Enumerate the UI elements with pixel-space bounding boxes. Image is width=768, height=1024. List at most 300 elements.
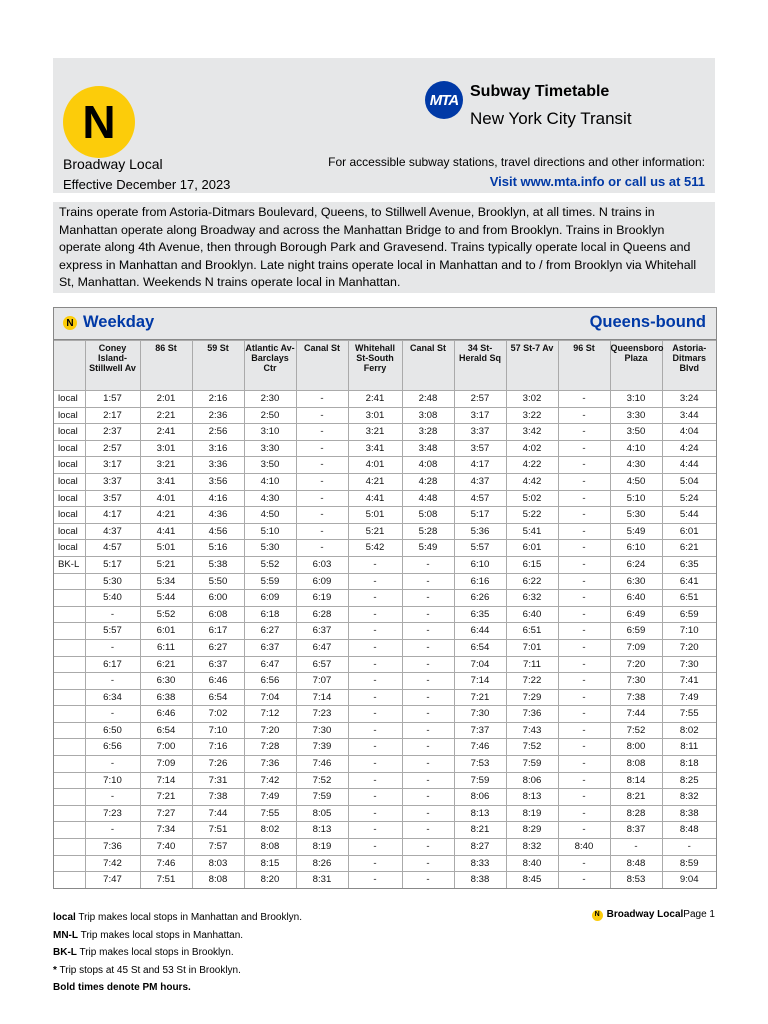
time-cell: 7:10 (662, 623, 716, 640)
table-row (54, 590, 716, 607)
time-cell: 6:28 (296, 606, 348, 623)
table-row (54, 805, 716, 822)
time-cell: 5:17 (85, 556, 140, 573)
time-cell: 6:00 (192, 590, 244, 607)
time-cell: 6:01 (140, 623, 192, 640)
timetable-table (54, 340, 716, 888)
time-cell: - (85, 639, 140, 656)
time-cell: 4:44 (662, 457, 716, 474)
time-cell: - (402, 739, 454, 756)
time-cell: 7:21 (454, 689, 506, 706)
time-cell: 8:32 (662, 789, 716, 806)
trip-type-cell: BK-L (54, 556, 85, 573)
time-cell: 4:57 (454, 490, 506, 507)
time-cell: - (558, 623, 610, 640)
time-cell: 7:10 (192, 722, 244, 739)
time-cell: 8:53 (610, 872, 662, 888)
time-cell: 7:38 (192, 789, 244, 806)
legend-text: Trip stops at 45 St and 53 St in Brooklyn. (56, 964, 241, 976)
time-cell: - (662, 839, 716, 856)
legend-text: Trip makes local stops in Manhattan. (78, 929, 244, 941)
column-header-station: Queensboro Plaza (610, 341, 662, 391)
time-cell: 4:04 (662, 424, 716, 441)
time-cell: 6:16 (454, 573, 506, 590)
time-cell: 5:22 (506, 507, 558, 524)
time-cell: 6:51 (662, 590, 716, 607)
time-cell: - (348, 772, 402, 789)
time-cell: 7:36 (506, 706, 558, 723)
table-row (54, 839, 716, 856)
visit-link[interactable]: Visit www.mta.info or call us at 511 (489, 174, 705, 189)
time-cell: 7:16 (192, 739, 244, 756)
table-row (54, 440, 716, 457)
time-cell: 3:36 (192, 457, 244, 474)
trip-type-cell: local (54, 407, 85, 424)
time-cell: 5:30 (244, 540, 296, 557)
time-cell: 3:57 (85, 490, 140, 507)
time-cell: - (402, 772, 454, 789)
time-cell: 6:26 (454, 590, 506, 607)
time-cell: 8:19 (296, 839, 348, 856)
time-cell: - (402, 656, 454, 673)
time-cell: 6:19 (296, 590, 348, 607)
time-cell: - (558, 822, 610, 839)
time-cell: - (296, 407, 348, 424)
time-cell: - (348, 855, 402, 872)
time-cell: 8:18 (662, 756, 716, 773)
time-cell: 6:17 (192, 623, 244, 640)
time-cell: 2:57 (454, 391, 506, 408)
time-cell: - (402, 573, 454, 590)
table-row (54, 772, 716, 789)
time-cell: 1:57 (85, 391, 140, 408)
time-cell: 6:38 (140, 689, 192, 706)
time-cell: 8:15 (244, 855, 296, 872)
time-cell: - (402, 805, 454, 822)
time-cell: 5:02 (506, 490, 558, 507)
time-cell: 7:40 (140, 839, 192, 856)
time-cell: 7:07 (296, 673, 348, 690)
time-cell: 6:09 (296, 573, 348, 590)
time-cell: - (348, 789, 402, 806)
time-cell: 5:10 (610, 490, 662, 507)
time-cell: 3:24 (662, 391, 716, 408)
time-cell: 8:38 (454, 872, 506, 888)
time-cell: 3:02 (506, 391, 558, 408)
table-row (54, 490, 716, 507)
time-cell: - (296, 490, 348, 507)
trip-type-cell (54, 739, 85, 756)
trip-type-cell: local (54, 473, 85, 490)
time-cell: 7:38 (610, 689, 662, 706)
time-cell: 8:14 (610, 772, 662, 789)
time-cell: 8:20 (244, 872, 296, 888)
footer-page-label (592, 909, 715, 921)
time-cell: 3:10 (244, 424, 296, 441)
table-row (54, 673, 716, 690)
time-cell: 7:46 (454, 739, 506, 756)
agency-name: New York City Transit (470, 109, 632, 128)
time-cell: 7:34 (140, 822, 192, 839)
time-cell: 5:10 (244, 523, 296, 540)
column-header-station: Astoria-Ditmars Blvd (662, 341, 716, 391)
time-cell: 5:42 (348, 540, 402, 557)
time-cell: 3:50 (244, 457, 296, 474)
time-cell: 4:08 (402, 457, 454, 474)
time-cell: 7:29 (506, 689, 558, 706)
trip-type-cell (54, 590, 85, 607)
time-cell: 8:05 (296, 805, 348, 822)
time-cell: 6:54 (454, 639, 506, 656)
day-label: Weekday (83, 313, 155, 331)
column-header-station: 86 St (140, 341, 192, 391)
time-cell: 6:50 (85, 722, 140, 739)
time-cell: 4:10 (610, 440, 662, 457)
time-cell: 6:35 (454, 606, 506, 623)
time-cell: 5:28 (402, 523, 454, 540)
time-cell: 7:51 (192, 822, 244, 839)
time-cell: 5:34 (140, 573, 192, 590)
time-cell: 5:49 (610, 523, 662, 540)
time-cell: 6:56 (244, 673, 296, 690)
time-cell: 2:01 (140, 391, 192, 408)
time-cell: 5:52 (140, 606, 192, 623)
time-cell: - (558, 590, 610, 607)
time-cell: 5:38 (192, 556, 244, 573)
trip-type-cell: local (54, 440, 85, 457)
table-row (54, 473, 716, 490)
legend-term: MN-L (53, 929, 78, 941)
time-cell: - (348, 606, 402, 623)
time-cell: - (348, 722, 402, 739)
time-cell: 4:28 (402, 473, 454, 490)
time-cell: 5:01 (140, 540, 192, 557)
time-cell: 7:46 (140, 855, 192, 872)
time-cell: 7:51 (140, 872, 192, 888)
trip-type-cell (54, 805, 85, 822)
time-cell: 3:48 (402, 440, 454, 457)
time-cell: 4:50 (244, 507, 296, 524)
time-cell: - (402, 673, 454, 690)
time-cell: - (296, 473, 348, 490)
time-cell: 3:21 (140, 457, 192, 474)
time-cell: - (558, 556, 610, 573)
n-line-bullet-icon: N (63, 86, 135, 158)
trip-type-cell (54, 623, 85, 640)
time-cell: 7:44 (610, 706, 662, 723)
time-cell: - (348, 689, 402, 706)
time-cell: - (402, 722, 454, 739)
trip-type-cell (54, 573, 85, 590)
time-cell: 7:49 (662, 689, 716, 706)
time-cell: 7:27 (140, 805, 192, 822)
time-cell: 4:17 (454, 457, 506, 474)
time-cell: - (348, 839, 402, 856)
time-cell: 4:17 (85, 507, 140, 524)
table-row (54, 407, 716, 424)
time-cell: 2:30 (244, 391, 296, 408)
time-cell: 5:21 (140, 556, 192, 573)
time-cell: - (558, 457, 610, 474)
table-row (54, 391, 716, 408)
time-cell: 3:17 (85, 457, 140, 474)
time-cell: - (348, 639, 402, 656)
time-cell: - (348, 556, 402, 573)
time-cell: 7:30 (610, 673, 662, 690)
time-cell: 9:04 (662, 872, 716, 888)
time-cell: - (402, 556, 454, 573)
column-header-station: 57 St-7 Av (506, 341, 558, 391)
legend-term: local (53, 912, 76, 923)
time-cell: 4:48 (402, 490, 454, 507)
time-cell: 8:38 (662, 805, 716, 822)
time-cell: 7:11 (506, 656, 558, 673)
time-cell: 7:09 (610, 639, 662, 656)
time-cell: 8:21 (454, 822, 506, 839)
table-row (54, 424, 716, 441)
time-cell: 6:46 (140, 706, 192, 723)
time-cell: - (558, 540, 610, 557)
time-cell: - (558, 855, 610, 872)
time-cell: 5:49 (402, 540, 454, 557)
time-cell: 5:24 (662, 490, 716, 507)
column-header-station: 34 St-Herald Sq (454, 341, 506, 391)
time-cell: 3:30 (610, 407, 662, 424)
trip-type-cell (54, 639, 85, 656)
trip-type-cell: local (54, 424, 85, 441)
table-row (54, 606, 716, 623)
time-cell: 8:28 (610, 805, 662, 822)
time-cell: - (558, 772, 610, 789)
time-cell: - (296, 523, 348, 540)
time-cell: 6:41 (662, 573, 716, 590)
time-cell: 7:30 (662, 656, 716, 673)
table-row (54, 540, 716, 557)
time-cell: 7:44 (192, 805, 244, 822)
table-row (54, 855, 716, 872)
time-cell: 8:29 (506, 822, 558, 839)
time-cell: 6:24 (610, 556, 662, 573)
time-cell: 4:21 (140, 507, 192, 524)
time-cell: 4:01 (348, 457, 402, 474)
time-cell: 4:02 (506, 440, 558, 457)
table-row (54, 872, 716, 888)
time-cell: 8:21 (610, 789, 662, 806)
trip-type-cell: local (54, 540, 85, 557)
time-cell: 4:41 (140, 523, 192, 540)
page-title: Subway Timetable (470, 83, 610, 100)
time-cell: 7:42 (85, 855, 140, 872)
time-cell: - (558, 872, 610, 888)
time-cell: 7:43 (506, 722, 558, 739)
time-cell: 7:55 (662, 706, 716, 723)
time-cell: - (558, 391, 610, 408)
time-cell: - (402, 839, 454, 856)
column-header-station: Coney Island-Stillwell Av (85, 341, 140, 391)
time-cell: 3:21 (348, 424, 402, 441)
time-cell: 6:59 (610, 623, 662, 640)
time-cell: - (402, 872, 454, 888)
time-cell: 8:19 (506, 805, 558, 822)
time-cell: 6:51 (506, 623, 558, 640)
time-cell: - (558, 440, 610, 457)
time-cell: - (85, 789, 140, 806)
time-cell: - (402, 606, 454, 623)
time-cell: 7:59 (296, 789, 348, 806)
legend-term: * (53, 964, 57, 976)
trip-type-cell (54, 706, 85, 723)
time-cell: 7:30 (296, 722, 348, 739)
time-cell: 5:04 (662, 473, 716, 490)
time-cell: 8:40 (506, 855, 558, 872)
time-cell: 4:37 (85, 523, 140, 540)
column-header-station: Canal St (296, 341, 348, 391)
time-cell: 5:30 (610, 507, 662, 524)
time-cell: 6:01 (662, 523, 716, 540)
time-cell: 8:06 (454, 789, 506, 806)
trip-type-cell: local (54, 457, 85, 474)
time-cell: 6:46 (192, 673, 244, 690)
legend-item (53, 927, 302, 945)
time-cell: - (402, 855, 454, 872)
time-cell: - (402, 706, 454, 723)
trip-type-cell (54, 855, 85, 872)
time-cell: - (402, 623, 454, 640)
time-cell: - (85, 706, 140, 723)
time-cell: 2:21 (140, 407, 192, 424)
time-cell: 6:34 (85, 689, 140, 706)
time-cell: - (402, 822, 454, 839)
time-cell: 8:02 (244, 822, 296, 839)
time-cell: 4:50 (610, 473, 662, 490)
access-info: For accessible subway stations, travel directions and other information: (328, 155, 705, 169)
time-cell: 6:17 (85, 656, 140, 673)
n-line-small-icon: N (63, 316, 77, 330)
trip-type-cell (54, 772, 85, 789)
table-row (54, 706, 716, 723)
time-cell: 2:48 (402, 391, 454, 408)
line-name: Broadway Local (63, 156, 163, 172)
time-cell: 7:14 (140, 772, 192, 789)
time-cell: 3:30 (244, 440, 296, 457)
time-cell: 2:57 (85, 440, 140, 457)
column-header-station: 59 St (192, 341, 244, 391)
time-cell: 7:04 (454, 656, 506, 673)
legend (53, 909, 302, 997)
time-cell: 7:14 (454, 673, 506, 690)
time-cell: - (558, 789, 610, 806)
time-cell: 8:48 (610, 855, 662, 872)
time-cell: - (348, 673, 402, 690)
time-cell: 6:44 (454, 623, 506, 640)
time-cell: 7:20 (244, 722, 296, 739)
table-row (54, 739, 716, 756)
effective-date: Effective December 17, 2023 (63, 177, 231, 192)
time-cell: 7:28 (244, 739, 296, 756)
trip-type-cell (54, 822, 85, 839)
time-cell: - (558, 639, 610, 656)
time-cell: 7:20 (610, 656, 662, 673)
time-cell: - (348, 590, 402, 607)
time-cell: 6:10 (454, 556, 506, 573)
time-cell: 8:26 (296, 855, 348, 872)
column-header-station: Atlantic Av-Barclays Ctr (244, 341, 296, 391)
time-cell: 6:21 (140, 656, 192, 673)
time-cell: 7:12 (244, 706, 296, 723)
trip-type-cell (54, 689, 85, 706)
time-cell: 6:54 (140, 722, 192, 739)
time-cell: 8:13 (506, 789, 558, 806)
time-cell: 4:57 (85, 540, 140, 557)
time-cell: 6:03 (296, 556, 348, 573)
time-cell: 7:59 (506, 756, 558, 773)
legend-term: BK-L (53, 947, 77, 958)
time-cell: 5:41 (506, 523, 558, 540)
time-cell: - (402, 789, 454, 806)
footer-line-name: Broadway Local (606, 909, 684, 920)
time-cell: 7:59 (454, 772, 506, 789)
time-cell: 8:00 (610, 739, 662, 756)
time-cell: - (348, 756, 402, 773)
time-cell: 7:53 (454, 756, 506, 773)
time-cell: - (85, 756, 140, 773)
trip-type-cell (54, 656, 85, 673)
time-cell: 7:00 (140, 739, 192, 756)
time-cell: - (85, 606, 140, 623)
time-cell: 7:01 (506, 639, 558, 656)
time-cell: - (558, 706, 610, 723)
time-cell: 7:23 (85, 805, 140, 822)
time-cell: 3:01 (140, 440, 192, 457)
table-row (54, 822, 716, 839)
time-cell: 4:16 (192, 490, 244, 507)
legend-item (53, 944, 302, 962)
time-cell: 5:44 (662, 507, 716, 524)
time-cell: 5:16 (192, 540, 244, 557)
time-cell: - (348, 872, 402, 888)
time-cell: 8:11 (662, 739, 716, 756)
time-cell: 8:13 (454, 805, 506, 822)
time-cell: 8:02 (662, 722, 716, 739)
time-cell: 3:50 (610, 424, 662, 441)
time-cell: - (348, 805, 402, 822)
trip-type-cell (54, 756, 85, 773)
time-cell: 5:57 (85, 623, 140, 640)
time-cell: - (558, 739, 610, 756)
time-cell: 5:50 (192, 573, 244, 590)
time-cell: 4:37 (454, 473, 506, 490)
time-cell: 6:59 (662, 606, 716, 623)
table-row (54, 789, 716, 806)
time-cell: 8:37 (610, 822, 662, 839)
table-row (54, 639, 716, 656)
time-cell: - (348, 706, 402, 723)
time-cell: 8:59 (662, 855, 716, 872)
time-cell: 6:32 (506, 590, 558, 607)
legend-item (53, 962, 302, 980)
time-cell: 3:01 (348, 407, 402, 424)
time-cell: 3:41 (140, 473, 192, 490)
time-cell: 4:36 (192, 507, 244, 524)
time-cell: 3:22 (506, 407, 558, 424)
time-cell: 6:49 (610, 606, 662, 623)
timetable (53, 307, 717, 889)
time-cell: 4:21 (348, 473, 402, 490)
time-cell: - (348, 739, 402, 756)
column-header-type (54, 341, 85, 391)
time-cell: 5:17 (454, 507, 506, 524)
time-cell: - (558, 407, 610, 424)
